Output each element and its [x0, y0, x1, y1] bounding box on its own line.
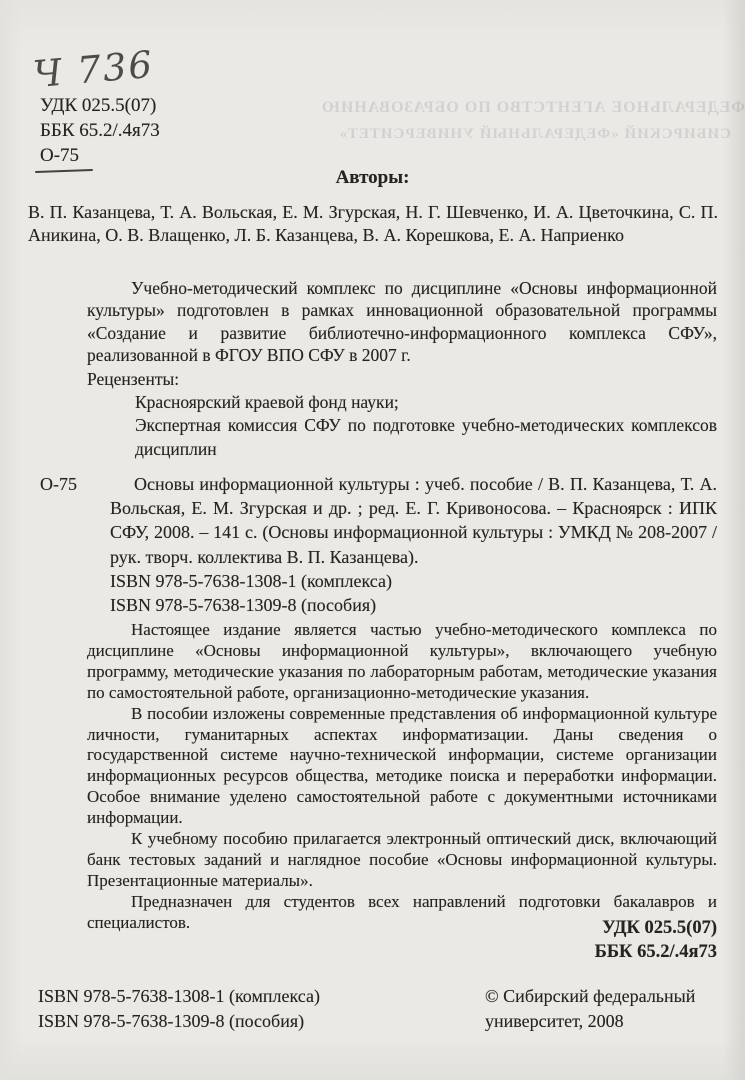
- copyright-notice: © Сибирский федеральный университет, 2008: [485, 986, 696, 1031]
- bleed-through-text: [295, 94, 745, 148]
- bbk-code-top: ББК 65.2/.4я73: [40, 120, 160, 141]
- footer-isbn-complex: ISBN 978-5-7638-1308-1 (комплекса): [38, 986, 320, 1006]
- annotation-paragraph: К учебному пособию прилагается электронный оптический диск, включающий банк тестовых заданий и наглядное пособие «Основы информационной культуры. Презентационные материалы».: [87, 829, 717, 890]
- reviewer-item: Красноярский краевой фонд науки;: [135, 392, 399, 413]
- annotation-paragraph: Настоящее издание является частью учебно-методического комплекса по дисциплине «Основы информационной культуры», включающего учебную программу, методические указания по лабораторным работам, методические указания по самостоятельной работе, организационно-методические указания.: [87, 620, 717, 702]
- bib-isbn-complex: ISBN 978-5-7638-1308-1 (комплекса): [110, 570, 392, 591]
- authors-heading: Авторы:: [335, 167, 410, 188]
- bibliographic-record: [40, 472, 717, 617]
- classification-codes-bottom: [595, 916, 717, 964]
- bbk-code-bottom: ББК 65.2/.4я73: [594, 942, 717, 962]
- classification-codes-top: [40, 93, 160, 169]
- reviewers-heading: Рецензенты:: [87, 369, 180, 389]
- reviewers-block: [87, 368, 717, 461]
- udk-code-top: УДК 025.5(07): [40, 95, 157, 116]
- footer-isbn-block: [38, 984, 320, 1034]
- annotation-paragraph: Предназначен для студентов всех направлений подготовки бакалавров и специалистов.: [87, 891, 717, 932]
- bleed-through-line-2: СИБИРСКИЙ «ФЕДЕРАЛЬНЫЙ УНИВЕРСИТЕТ»: [338, 126, 731, 142]
- bib-description: Основы информационной культуры : учеб. пособие / В. П. Казанцева, Т. А. Вольская, Е. М. Згурская и др. ; ред. Е. Г. Кривоносова. – Красноярск : ИПК СФУ, 2008. – 141 с. (Основы информационной культуры : УМКД № 208-2007 / рук. творч. коллектива В. П. Казанцева).: [110, 474, 717, 567]
- bleed-through-line-1: ФЕДЕРАЛЬНОЕ АГЕНТСТВО ПО ОБРАЗОВАНИЮ: [320, 99, 745, 116]
- authors-names: В. П. Казанцева, Т. А. Вольская, Е. М. Згурская, Н. Г. Шевченко, И. А. Цветочкина, С. П. Аникина, О. В. Влащенко, Л. Б. Казанцева, В. А. Корешкова, Е. А. Наприенко: [28, 202, 718, 245]
- udk-code-bottom: УДК 025.5(07): [602, 918, 717, 938]
- annotation-paragraph: В пособии изложены современные представления об информационной культуре личности, гуманитарных аспектах информатизации. Даны сведения о государственной системе научно-технической информации, системе организации информационных ресурсов общества, методике поиска и переработки информации. Особое внимание уделено самостоятельной работе с документными источниками информации.: [87, 703, 717, 828]
- reviewer-item: Экспертная комиссия СФУ по подготовке учебно-методических комплексов дисциплин: [135, 415, 717, 459]
- annotation-block: [87, 620, 717, 934]
- author-sign-code: О-75: [40, 143, 79, 169]
- bib-isbn-manual: ISBN 978-5-7638-1309-8 (пособия): [110, 595, 377, 616]
- bib-author-sign: О-75: [40, 474, 77, 494]
- handwritten-accession-mark: Ч 736: [31, 42, 156, 97]
- umk-paragraph: Учебно-методический комплекс по дисциплине «Основы информационной культуры» подготовлен в рамках инновационной образовательной программы «Создание и развитие библиотечно-информационного комплекса СФУ», реализованной в ФГОУ ВПО СФУ в 2007 г.: [87, 278, 717, 365]
- footer-isbn-manual: ISBN 978-5-7638-1309-8 (пособия): [38, 1011, 305, 1031]
